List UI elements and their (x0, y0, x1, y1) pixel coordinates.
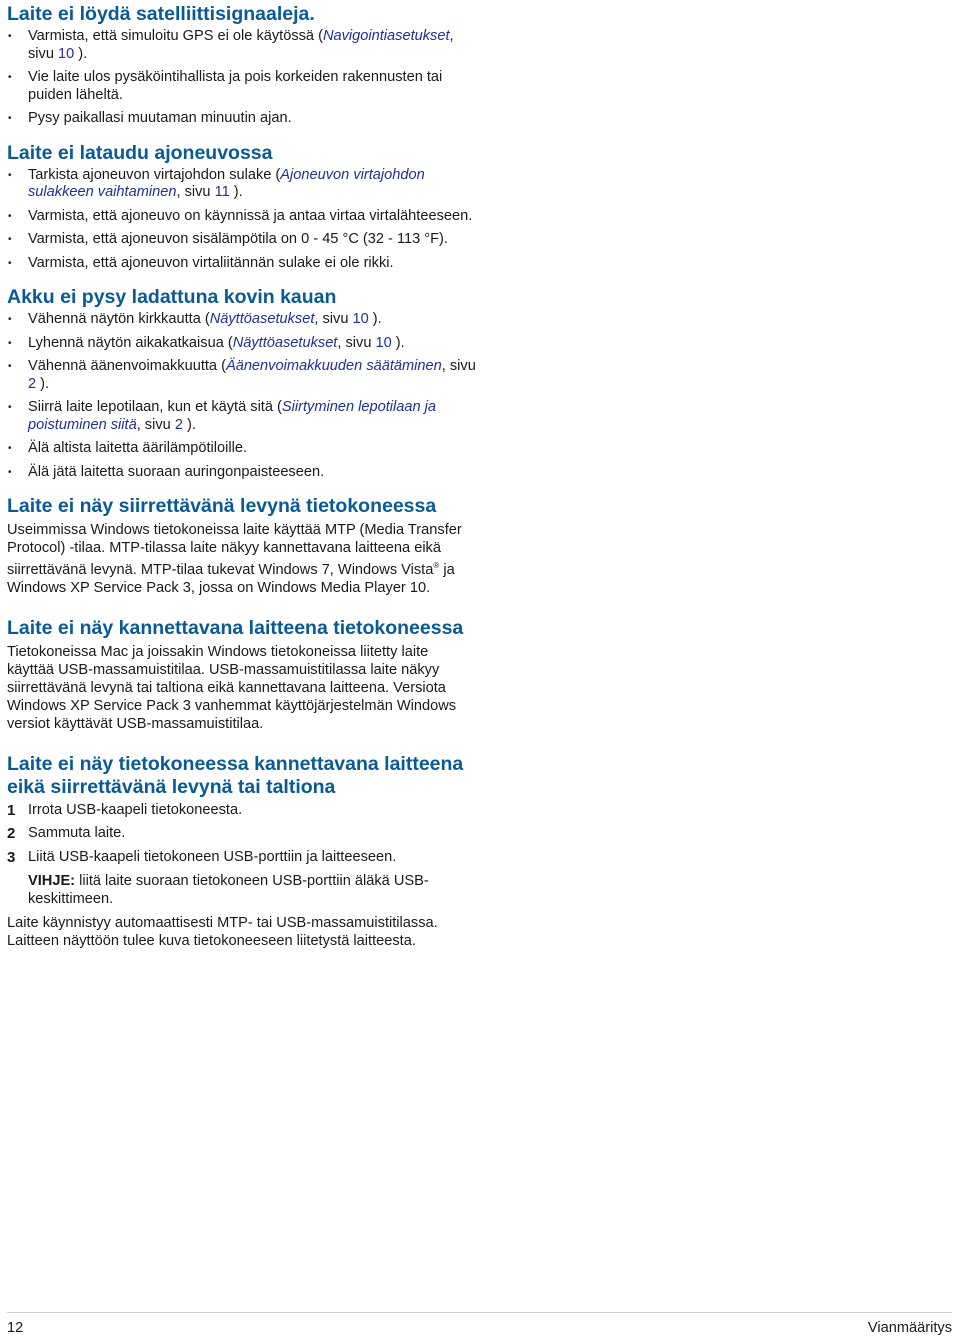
step-item: 1 Irrota USB-kaapeli tietokoneesta. (7, 801, 243, 819)
paragraph-auto-start: Laite käynnistyy automaattisesti MTP- tai USB-massamuistitilassa. Laitteen näyttöön tulee kuva tietokoneeseen liitetystä laitteesta. (7, 915, 438, 950)
main-column (7, 0, 477, 950)
list-item: • Varmista, että ajoneuvon sisälämpötila on 0 - 45 °C (32 - 113 °F). (7, 231, 477, 249)
list-item: • Vähennä näytön kirkkautta (Näyttöasetukset, sivu 10 ). (7, 311, 477, 329)
heading-removable-drive: Laite ei näy siirrettävänä levynä tietokoneessa (7, 495, 437, 517)
link-nayttoasetukset[interactable]: Näyttöasetukset (232, 334, 338, 351)
heading-battery: Akku ei pysy ladattuna kovin kauan (7, 286, 337, 308)
heading-portable-device: Laite ei näy kannettavana laitteena tietokoneessa (7, 616, 464, 639)
list-item: • Älä altista laitetta äärilämpötiloille. (7, 440, 477, 458)
list-item: • Älä jätä laitetta suoraan auringonpaisteeseen. (7, 464, 477, 482)
link-nayttoasetukset[interactable]: Näyttöasetukset (209, 311, 315, 327)
page-ref[interactable]: 11 (214, 184, 230, 200)
link-aanenvoimakkuus[interactable]: Äänenvoimakkuuden säätäminen (225, 358, 442, 374)
list-item: • Vie laite ulos pysäköintihallista ja pois korkeiden rakennusten tai puiden läheltä. (7, 69, 477, 104)
list-item: • Tarkista ajoneuvon virtajohdon sulake (Ajoneuvon virtajohdon sulakkeen vaihtaminen, sivu 11 ). (7, 167, 477, 202)
heading-not-detected: Laite ei näy tietokoneessa kannettavana laitteena eikä siirrettävänä levynä tai taltiona (7, 752, 464, 798)
step-item: 3 Liitä USB-kaapeli tietokoneen USB-porttiin ja laitteeseen. (7, 848, 397, 866)
section-name: Vianmääritys (867, 1320, 952, 1336)
paragraph-mtp: Useimmissa Windows tietokoneissa laite käyttää MTP (Media Transfer Protocol) -tilaa. MTP-tilassa laite näkyy kannettavana laitteena eikä siirrettävänä levynä. MTP-tilaa tukevat Windows 7, Windows Vista® ja Windows XP Service Pack 3, jossa on Windows Media Player 10. (7, 522, 462, 596)
list-battery (7, 311, 477, 481)
heading-not-charging: Laite ei lataudu ajoneuvossa (7, 141, 273, 164)
page-footer (7, 1312, 952, 1336)
steps-list (7, 802, 477, 867)
link-sulake[interactable]: Ajoneuvon virtajohdon sulakkeen vaihtaminen (28, 166, 425, 200)
paragraph-usb-mass-storage: Tietokoneissa Mac ja joissakin Windows tietokoneissa liitetty laite käyttää USB-massamuistitilaa. USB-massamuistitilassa laite näkyy siirrettävänä levynä tai taltiona eikä kannettavana laitteena. Versiota Windows XP Service Pack 3 vanhemmat käyttöjärjestelmän Windows versiot käyttävät USB-massamuistitilaa. (7, 643, 457, 732)
page-ref[interactable]: 2 (174, 416, 183, 433)
link-lepotila[interactable]: Siirtyminen lepotilaan ja poistuminen siitä (28, 399, 437, 433)
page-ref[interactable]: 10 (58, 45, 75, 62)
list-satellite (7, 28, 477, 128)
page-ref[interactable]: 10 (352, 311, 369, 327)
list-item: • Varmista, että ajoneuvo on käynnissä ja antaa virtaa virtalähteeseen. (7, 208, 477, 226)
link-navigointiasetukset[interactable]: Navigointiasetukset (322, 28, 450, 44)
step-number: 3 (7, 848, 16, 866)
page-ref[interactable]: 2 (28, 375, 37, 392)
page-number: 12 (7, 1320, 24, 1336)
list-charging (7, 167, 477, 273)
list-item: • Vähennä äänenvoimakkuutta (Äänenvoimakkuuden säätäminen, sivu 2 ). (7, 358, 477, 393)
list-item: • Lyhennä näytön aikakatkaisua (Näyttöasetukset, sivu 10 ). (7, 335, 477, 353)
step-number: 1 (7, 801, 16, 819)
heading-satellite-signals: Laite ei löydä satelliittisignaaleja. (7, 3, 315, 25)
step-number: 2 (7, 825, 16, 843)
list-item: • Pysy paikallasi muutaman minuutin ajan. (7, 110, 477, 128)
step-item: 2 Sammuta laite. (7, 825, 126, 843)
tip-note: VIHJE: liitä laite suoraan tietokoneen USB-porttiin äläkä USB-keskittimeen. (28, 873, 429, 908)
page-ref[interactable]: 10 (375, 334, 392, 351)
list-item: • Varmista, että simuloitu GPS ei ole käytössä (Navigointiasetukset, sivu 10 ). (7, 28, 477, 63)
list-item: • Varmista, että ajoneuvon virtaliitännän sulake ei ole rikki. (7, 255, 477, 273)
list-item: • Siirrä laite lepotilaan, kun et käytä sitä (Siirtyminen lepotilaan ja poistuminen siitä, sivu 2 ). (7, 399, 477, 434)
